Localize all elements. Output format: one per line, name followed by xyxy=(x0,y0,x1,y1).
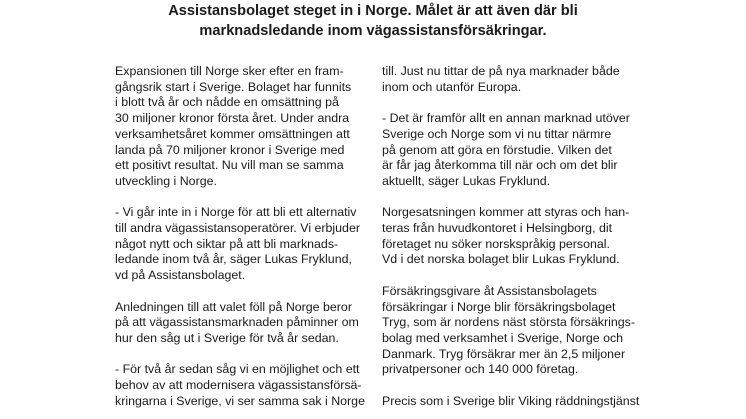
text-line: inom och utanför Europa. xyxy=(382,79,522,94)
text-line: utveckling i Norge. xyxy=(115,173,217,188)
text-line: Vd i det norska bolaget blir Lukas Fryklund. xyxy=(382,252,620,267)
text-line: företaget nu söker norskspråkig personal. xyxy=(382,236,610,251)
headline xyxy=(0,1,746,41)
text-line: 30 miljoner kronor första året. Under andra xyxy=(115,111,350,126)
headline-line: Assistansbolaget steget in i Norge. Målet är att även där bli xyxy=(168,3,578,19)
paragraph xyxy=(115,362,377,409)
text-line: Sverige och Norge som vi nu tittar närmre xyxy=(382,126,612,141)
text-line: vd på Assistansbolaget. xyxy=(115,268,246,283)
left-column xyxy=(115,64,377,419)
text-line: ledande inom två år, säger Lukas Fryklund, xyxy=(115,252,352,267)
paragraph xyxy=(115,205,377,284)
text-line: i blott två år och nådde en omsättning på xyxy=(115,95,339,110)
text-line: på genom att göra en förstudie. Vilken det xyxy=(382,142,612,157)
text-line: behov av att modernisera vägassistansförsä- xyxy=(115,378,362,393)
text-line: verksamhetsåret kommer omsättningen att xyxy=(115,126,350,141)
text-line: försäkringar i Norge blir försäkringsbolaget xyxy=(382,299,616,314)
text-line: Tryg, som är nordens näst största försäkrings- xyxy=(382,315,635,330)
paragraph xyxy=(382,205,644,268)
text-line: till andra vägassistansoperatörer. Vi erbjuder xyxy=(115,221,360,236)
text-line: hur den såg ut i Sverige för två år sedan. xyxy=(115,330,339,345)
text-line: på att vägassistansmarknaden påminner om xyxy=(115,315,359,330)
right-column xyxy=(382,64,644,419)
text-line: teras från huvudkontoret i Helsingborg, dit xyxy=(382,221,613,235)
paragraph xyxy=(382,284,644,378)
text-line: - Vi går inte in i Norge för att bli ett alternativ xyxy=(115,205,357,220)
text-line: privatpersoner och 140 000 företag. xyxy=(382,362,579,377)
text-line: bolag med verksamhet i Sverige, Norge och xyxy=(382,330,624,345)
text-line: till. Just nu tittar de på nya marknader både xyxy=(382,64,620,78)
text-line: Danmark. Tryg försäkrar mer än 2,5 miljoner xyxy=(382,346,626,361)
text-line: är får jag återkomma till när och om det blir xyxy=(382,158,618,173)
paragraph xyxy=(115,300,377,347)
text-line: Norgesatsningen kommer att styras och han- xyxy=(382,205,630,220)
text-line: landa på 70 miljoner kronor i Sverige med xyxy=(115,142,345,157)
text-line: aktuellt, säger Lukas Fryklund. xyxy=(382,173,551,188)
paragraph xyxy=(382,111,644,190)
text-line: ett positivt resultat. Nu vill man se samma xyxy=(115,158,344,173)
text-line: - För två år sedan såg vi en möjlighet och ett xyxy=(115,362,360,377)
text-line: gångsrik start i Sverige. Bolaget har funnits xyxy=(115,79,352,94)
headline-line: marknadsledande inom vägassistansförsäkringar. xyxy=(199,23,547,39)
text-line: kringarna i Sverige, vi ser samma sak i Norge xyxy=(115,393,365,408)
text-line: Anledningen till att valet föll på Norge beror xyxy=(115,299,352,314)
paragraph xyxy=(382,64,644,95)
text-line: något nytt och siktar på att bli marknads- xyxy=(115,236,339,251)
text-line: Försäkringsgivare åt Assistansbolagets xyxy=(382,283,597,298)
text-line: Expansionen till Norge sker efter en fram- xyxy=(115,64,344,78)
text-line: Precis som i Sverige blir Viking räddningstjänst xyxy=(382,393,640,408)
text-line: - Det är framför allt en annan marknad utöver xyxy=(382,111,630,126)
paragraph xyxy=(115,64,377,190)
paragraph xyxy=(382,394,644,410)
